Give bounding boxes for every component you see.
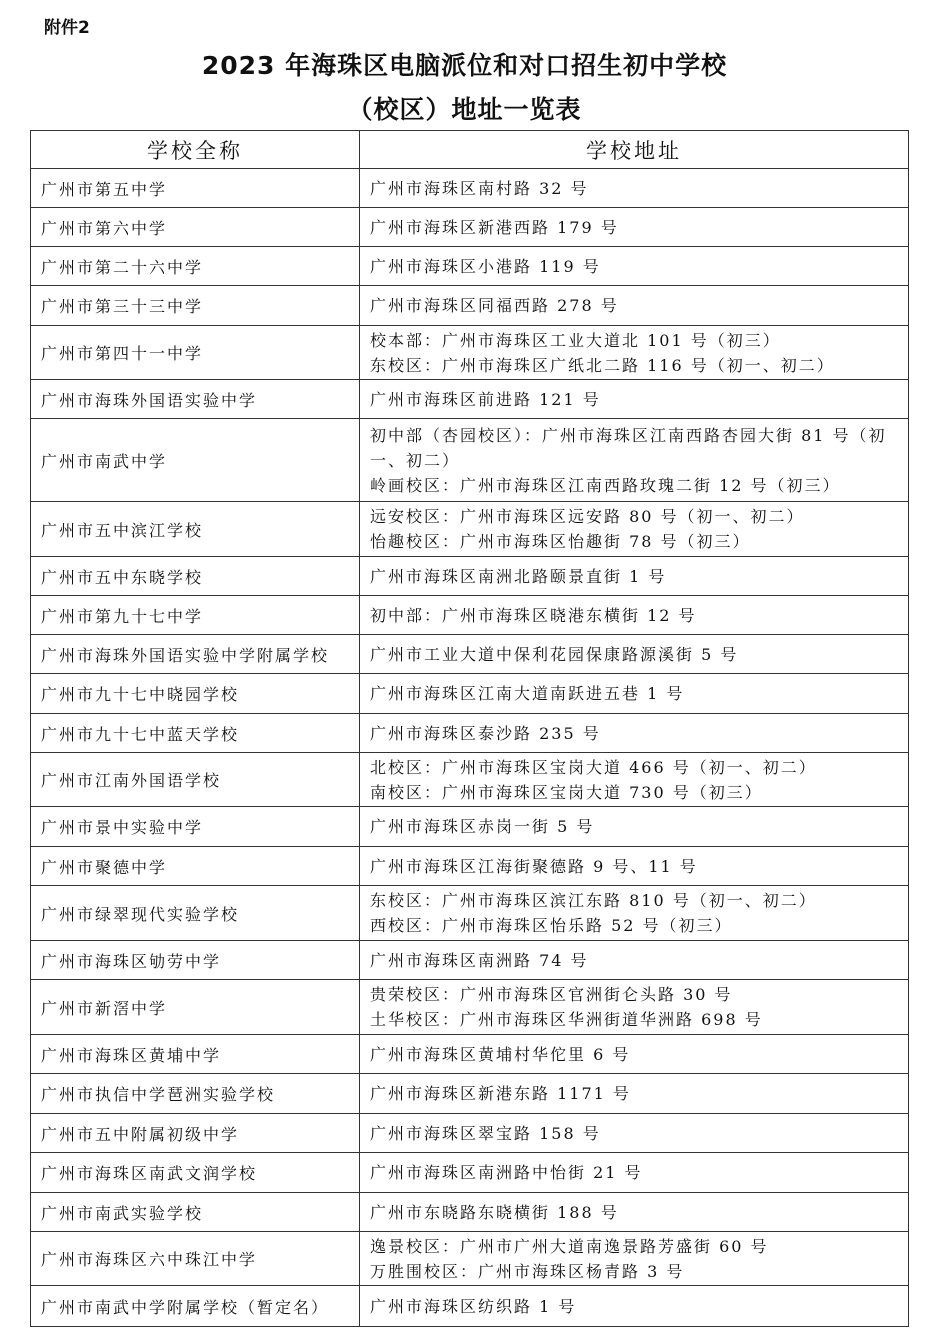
table-row <box>31 380 909 419</box>
school-name-cell: 广州市南武中学附属学校（暂定名） <box>31 1286 360 1327</box>
school-address-cell <box>360 557 909 596</box>
school-address-cell <box>360 247 909 286</box>
school-address-cell <box>360 847 909 886</box>
address-line: 广州市海珠区小港路 119 号 <box>370 256 601 276</box>
school-address-cell <box>360 380 909 419</box>
address-line: 万胜围校区：广州市海珠区杨青路 3 号 <box>370 1261 685 1281</box>
school-address-cell <box>360 635 909 674</box>
school-address-cell <box>360 807 909 847</box>
address-line: 远安校区：广州市海珠区远安路 80 号（初一、初二） <box>370 507 805 526</box>
table-row <box>31 1114 909 1153</box>
address-line: 广州市海珠区纺织路 1 号 <box>370 1296 577 1316</box>
address-line: 广州市海珠区南村路 32 号 <box>370 178 589 198</box>
attachment-label: 附件2 <box>44 18 90 38</box>
page-title-line1: 2023 年海珠区电脑派位和对口招生初中学校 <box>201 51 728 80</box>
address-line: 广州市海珠区黄埔村华佗里 6 号 <box>370 1044 631 1064</box>
address-line: 广州市海珠区南洲路中怡街 21 号 <box>370 1163 643 1182</box>
table-row <box>31 557 909 596</box>
address-line: 东校区：广州市海珠区滨江东路 810 号（初一、初二） <box>370 891 817 910</box>
table-row <box>31 286 909 326</box>
address-line: 广州市海珠区同福西路 278 号 <box>370 296 619 315</box>
table-row <box>31 169 909 208</box>
table-row <box>31 714 909 753</box>
school-name-cell: 广州市海珠外国语实验中学 <box>31 380 360 419</box>
school-address-cell <box>360 1286 909 1327</box>
address-line: 广州市工业大道中保利花园保康路源溪街 5 号 <box>370 644 739 664</box>
school-name-cell: 广州市海珠区黄埔中学 <box>31 1035 360 1074</box>
school-name-cell: 广州市第四十一中学 <box>31 326 360 380</box>
table-header-row <box>31 131 909 169</box>
address-line: 广州市东晓路东晓横街 188 号 <box>370 1202 619 1222</box>
school-name-cell: 广州市九十七中蓝天学校 <box>31 714 360 753</box>
school-address-cell <box>360 1035 909 1074</box>
school-address-cell <box>360 286 909 326</box>
address-line: 广州市海珠区江海街聚德路 9 号、11 号 <box>370 856 698 876</box>
school-address-cell <box>360 1232 909 1286</box>
address-line: 怡趣校区：广州市海珠区怡趣街 78 号（初三） <box>370 532 751 551</box>
school-address-cell <box>360 1153 909 1193</box>
school-name-cell: 广州市五中东晓学校 <box>31 557 360 596</box>
address-line: 南校区：广州市海珠区宝岗大道 730 号（初三） <box>370 782 763 802</box>
table-body <box>31 169 909 1327</box>
school-address-cell <box>360 886 909 941</box>
address-line: 广州市海珠区南洲北路颐景直街 1 号 <box>370 566 667 586</box>
school-name-cell: 广州市海珠区劬劳中学 <box>31 941 360 980</box>
school-name-cell: 广州市九十七中晓园学校 <box>31 674 360 714</box>
school-name-cell: 广州市五中滨江学校 <box>31 502 360 557</box>
address-line: 广州市海珠区江南大道南跃进五巷 1 号 <box>370 684 685 703</box>
school-name-cell: 广州市五中附属初级中学 <box>31 1114 360 1153</box>
table-row <box>31 208 909 247</box>
table-row <box>31 596 909 635</box>
address-line: 土华校区：广州市海珠区华洲街道华洲路 698 号 <box>370 1010 763 1029</box>
table-row <box>31 1035 909 1074</box>
table-row <box>31 247 909 286</box>
school-name-cell: 广州市南武实验学校 <box>31 1193 360 1232</box>
school-name-cell: 广州市海珠区南武文润学校 <box>31 1153 360 1193</box>
address-line: 逸景校区：广州市广州大道南逸景路芳盛街 60 号 <box>370 1236 769 1256</box>
table-row <box>31 1193 909 1232</box>
school-address-cell <box>360 674 909 714</box>
table-row <box>31 1286 909 1327</box>
table-row <box>31 941 909 980</box>
table-row <box>31 419 909 502</box>
school-address-cell <box>360 753 909 807</box>
school-name-cell: 广州市执信中学琶洲实验学校 <box>31 1074 360 1114</box>
school-name-cell: 广州市江南外国语学校 <box>31 753 360 807</box>
school-name-cell: 广州市第六中学 <box>31 208 360 247</box>
address-line: 初中部（杏园校区）：广州市海珠区江南西路杏园大街 81 号（初一、初二） <box>370 425 887 470</box>
school-name-cell: 广州市景中实验中学 <box>31 807 360 847</box>
school-address-cell <box>360 941 909 980</box>
table-row <box>31 753 909 807</box>
table-row <box>31 635 909 674</box>
school-address-cell <box>360 208 909 247</box>
table-row <box>31 326 909 380</box>
address-line: 西校区：广州市海珠区怡乐路 52 号（初三） <box>370 916 733 935</box>
table-row <box>31 674 909 714</box>
school-name-cell: 广州市聚德中学 <box>31 847 360 886</box>
table-row <box>31 847 909 886</box>
column-header-school-name: 学校全称 <box>31 131 360 169</box>
address-line: 校本部：广州市海珠区工业大道北 101 号（初三） <box>370 330 781 350</box>
school-address-cell <box>360 596 909 635</box>
address-line: 广州市海珠区新港东路 1171 号 <box>370 1084 631 1103</box>
table-row <box>31 502 909 557</box>
address-line: 广州市海珠区前进路 121 号 <box>370 389 601 409</box>
address-line: 贵荣校区：广州市海珠区官洲街仑头路 30 号 <box>370 985 733 1004</box>
table-row <box>31 886 909 941</box>
school-address-cell <box>360 169 909 208</box>
address-line: 岭画校区：广州市海珠区江南西路玫瑰二街 12 号（初三） <box>370 475 841 495</box>
school-address-cell <box>360 714 909 753</box>
school-name-cell: 广州市第五中学 <box>31 169 360 208</box>
table-row <box>31 807 909 847</box>
table-row <box>31 1153 909 1193</box>
school-name-cell: 广州市第三十三中学 <box>31 286 360 326</box>
table-row <box>31 1232 909 1286</box>
school-address-cell <box>360 419 909 502</box>
table-row <box>31 980 909 1035</box>
address-line: 广州市海珠区南洲路 74 号 <box>370 950 589 970</box>
school-name-cell: 广州市绿翠现代实验学校 <box>31 886 360 941</box>
table-row <box>31 1074 909 1114</box>
school-address-table <box>30 130 909 1327</box>
address-line: 东校区：广州市海珠区广纸北二路 116 号（初一、初二） <box>370 355 835 375</box>
school-address-cell <box>360 1114 909 1153</box>
school-name-cell: 广州市南武中学 <box>31 419 360 502</box>
school-address-cell <box>360 326 909 380</box>
school-name-cell: 广州市海珠区六中珠江中学 <box>31 1232 360 1286</box>
address-line: 广州市海珠区翠宝路 158 号 <box>370 1123 601 1143</box>
school-address-cell <box>360 1074 909 1114</box>
column-header-school-address: 学校地址 <box>360 131 909 169</box>
school-name-cell: 广州市新滘中学 <box>31 980 360 1035</box>
address-line: 广州市海珠区泰沙路 235 号 <box>370 723 601 743</box>
address-line: 初中部：广州市海珠区晓港东横街 12 号 <box>370 605 697 625</box>
school-name-cell: 广州市第九十七中学 <box>31 596 360 635</box>
school-name-cell: 广州市第二十六中学 <box>31 247 360 286</box>
school-address-cell <box>360 1193 909 1232</box>
address-line: 广州市海珠区新港西路 179 号 <box>370 217 619 237</box>
page-title-line2: （校区）地址一览表 <box>347 95 582 124</box>
school-name-cell: 广州市海珠外国语实验中学附属学校 <box>31 635 360 674</box>
school-address-cell <box>360 502 909 557</box>
address-line: 北校区：广州市海珠区宝岗大道 466 号（初一、初二） <box>370 757 817 777</box>
school-address-cell <box>360 980 909 1035</box>
address-line: 广州市海珠区赤岗一街 5 号 <box>370 817 595 836</box>
